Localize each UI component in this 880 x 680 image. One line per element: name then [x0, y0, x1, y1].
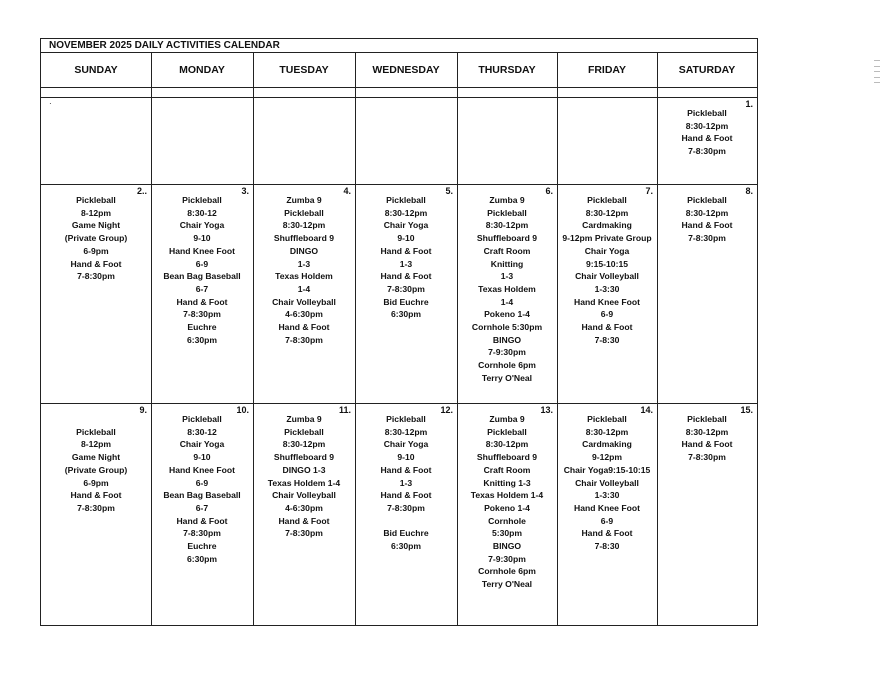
activity-line: (Private Group) — [64, 233, 128, 244]
day-cell — [151, 97, 253, 184]
date-number: 12. — [440, 405, 453, 415]
activity-line: Pickleball — [687, 108, 727, 118]
activity-line: BINGO — [492, 541, 522, 552]
activity-line: Pickleball — [386, 414, 426, 424]
activity-line: Craft Room — [483, 464, 531, 475]
activity-line: BINGO — [492, 334, 522, 345]
activity-line: Euchre — [187, 322, 217, 333]
day-header-saturday: SATURDAY — [678, 64, 736, 76]
activity-line: Shuffleboard 9 — [476, 452, 538, 463]
activity-line: Hand & Foot — [176, 296, 228, 307]
activity-line: 4-6:30pm — [285, 502, 323, 513]
activity-line: Pickleball — [487, 426, 527, 437]
activity-line: Hand & Foot — [681, 133, 733, 144]
activity-line: Bean Bag Baseball — [163, 490, 241, 501]
activity-line: Bid Euchre — [383, 528, 429, 539]
activity-line: Hand & Foot — [581, 322, 633, 333]
activity-line: 7-8:30pm — [688, 233, 726, 244]
stray-dot: · — [49, 99, 52, 108]
activity-list — [253, 413, 355, 540]
activity-line: 6-9pm — [83, 477, 109, 488]
activity-line: 6-9 — [195, 258, 209, 269]
activity-line: Pickleball — [76, 426, 116, 437]
activity-line: 1-3 — [399, 477, 413, 488]
activity-line: Shuffleboard 9 — [476, 233, 538, 244]
day-cell — [41, 403, 151, 627]
activity-line: Hand & Foot — [380, 464, 432, 475]
activity-line: Hand & Foot — [681, 220, 733, 231]
activity-line: (Private Group) — [64, 464, 128, 475]
day-cell — [253, 184, 355, 403]
activity-line: Pickleball — [284, 207, 324, 218]
day-cell — [557, 403, 657, 627]
activity-line: 6:30pm — [186, 553, 218, 564]
activity-line: Pickleball — [182, 414, 222, 424]
activity-list — [457, 413, 557, 591]
activity-line — [41, 413, 151, 426]
activity-line: 7-8:30pm — [77, 271, 115, 282]
activity-line: Chair Volleyball — [575, 477, 639, 488]
activity-line: Pickleball — [687, 414, 727, 424]
activity-line: Pickleball — [487, 207, 527, 218]
activity-line: Chair Yoga — [179, 439, 225, 450]
activity-line: Cardmaking — [582, 439, 632, 450]
activity-line: 6-7 — [195, 283, 209, 294]
activity-line: 8:30-12pm — [384, 426, 428, 437]
activity-line: Chair Yoga — [179, 220, 225, 231]
activity-line: Terry O'Neal — [481, 579, 533, 590]
calendar-sheet — [40, 38, 758, 626]
day-header-monday: MONDAY — [179, 64, 225, 76]
activity-line: Game Night — [71, 452, 121, 463]
activity-line: DINGO — [289, 245, 319, 256]
activity-line: 9:15-10:15 — [585, 258, 629, 269]
activity-line: 7-8:30 — [594, 334, 620, 345]
activity-line: 6-9 — [600, 309, 614, 320]
activity-line: 9-10 — [193, 452, 211, 463]
activity-line: Cornhole 5:30pm — [471, 322, 543, 333]
activity-line: 1-3 — [500, 271, 514, 282]
activity-line: 8:30-12pm — [585, 426, 629, 437]
day-cell — [657, 403, 757, 627]
activity-line: Hand & Foot — [176, 515, 228, 526]
activity-line: Cornhole 6pm — [478, 360, 536, 371]
activity-list — [41, 194, 151, 283]
activity-line: Zumba 9 — [286, 195, 322, 205]
activity-line: 7-8:30pm — [688, 146, 726, 157]
day-cell — [557, 97, 657, 184]
activity-line: 9-10 — [397, 452, 415, 463]
activity-list — [355, 194, 457, 321]
day-cell — [457, 403, 557, 627]
day-cell — [355, 97, 457, 184]
date-number: 14. — [640, 405, 653, 415]
activity-line: 6-9pm — [83, 245, 109, 256]
activity-line: 7-8:30pm — [387, 502, 425, 513]
day-cell — [355, 184, 457, 403]
day-cell — [355, 403, 457, 627]
activity-line: 8:30-12pm — [282, 439, 326, 450]
scan-edge-mark — [874, 77, 880, 78]
activity-line: Hand & Foot — [581, 528, 633, 539]
activity-line: 9-10 — [193, 233, 211, 244]
activity-line: Hand & Foot — [380, 271, 432, 282]
activity-line: 6-9 — [600, 515, 614, 526]
day-cell — [657, 184, 757, 403]
scan-edge-mark — [874, 66, 880, 67]
activity-line: Texas Holdem — [275, 271, 333, 282]
day-cell — [253, 403, 355, 627]
activity-line: 5:30pm — [491, 528, 523, 539]
activity-line: Hand & Foot — [278, 322, 330, 333]
activity-line: 8:30-12pm — [585, 207, 629, 218]
activity-line: 6-9 — [195, 477, 209, 488]
date-number: 5. — [445, 186, 453, 196]
day-header-wednesday: WEDNESDAY — [372, 64, 440, 76]
day-cell — [253, 97, 355, 184]
activity-line: 6:30pm — [390, 541, 422, 552]
day-header-tuesday: TUESDAY — [279, 64, 329, 76]
activity-line: Cornhole 6pm — [478, 566, 536, 577]
activity-line: Zumba 9 — [286, 414, 322, 424]
activity-line: Pickleball — [687, 195, 727, 205]
date-number: 4. — [343, 186, 351, 196]
activity-line: Pokeno 1-4 — [484, 502, 530, 513]
day-cell — [457, 97, 557, 184]
activity-line: Knitting — [490, 258, 524, 269]
activity-line: 7-8:30pm — [285, 528, 323, 539]
activity-line: 1-3:30 — [594, 283, 620, 294]
activity-line: 1-3:30 — [594, 490, 620, 501]
activity-line: Knitting 1-3 — [483, 477, 531, 488]
activity-line: 8:30-12pm — [685, 207, 729, 218]
activity-line: Craft Room — [483, 245, 531, 256]
activity-line: Pickleball — [284, 426, 324, 437]
date-number: 10. — [236, 405, 249, 415]
activity-line: Hand & Foot — [278, 515, 330, 526]
activity-line: 7-8:30pm — [285, 334, 323, 345]
activity-list — [557, 413, 657, 553]
day-header-sunday: SUNDAY — [74, 64, 118, 76]
activity-line: Texas Holdem — [478, 283, 536, 294]
activity-line: Bid Euchre — [383, 296, 429, 307]
calendar-title: NOVEMBER 2025 DAILY ACTIVITIES CALENDAR — [41, 39, 757, 53]
activity-line: 8:30-12pm — [485, 439, 529, 450]
activity-line: Chair Yoga — [584, 245, 630, 256]
activity-line: Cornhole — [488, 515, 526, 526]
activity-line: Hand & Foot — [380, 245, 432, 256]
activity-line: 7-8:30 — [594, 541, 620, 552]
activity-line: 8-12pm — [80, 207, 112, 218]
date-number: 2.. — [136, 186, 147, 196]
activity-list — [355, 413, 457, 553]
activity-line: 8:30-12pm — [384, 207, 428, 218]
activity-line: Chair Volleyball — [272, 490, 336, 501]
day-cell — [151, 184, 253, 403]
date-number: 13. — [540, 405, 553, 415]
activity-line: Zumba 9 — [489, 414, 525, 424]
activity-line: Hand & Foot — [70, 258, 122, 269]
activity-list — [657, 194, 757, 245]
date-number: 9. — [139, 405, 147, 415]
day-cell — [41, 184, 151, 403]
activity-line: 7-8:30pm — [77, 502, 115, 513]
activity-line: Pickleball — [76, 195, 116, 205]
activity-line: Chair Yoga — [383, 439, 429, 450]
activity-line — [355, 515, 457, 528]
activity-line: DINGO 1-3 — [282, 464, 326, 475]
activity-line: 8:30-12pm — [282, 220, 326, 231]
date-number: 7. — [645, 186, 653, 196]
activity-line: 7-9:30pm — [488, 553, 526, 564]
activity-list — [151, 413, 253, 565]
activity-list — [253, 194, 355, 346]
scan-edge-mark — [874, 60, 880, 61]
activity-line: Texas Holdem 1-4 — [470, 490, 544, 501]
activity-line: 4-6:30pm — [285, 309, 323, 320]
activity-line: 8:30-12pm — [685, 120, 729, 131]
activity-line: 6:30pm — [186, 334, 218, 345]
activity-line: 6:30pm — [390, 309, 422, 320]
day-header-thursday: THURSDAY — [478, 64, 536, 76]
activity-line: 9-10 — [397, 233, 415, 244]
activity-line: 1-4 — [500, 296, 514, 307]
activity-line: 8:30-12pm — [485, 220, 529, 231]
activity-list — [557, 194, 657, 346]
scan-edge-mark — [874, 71, 880, 72]
activity-line: 8:30-12pm — [685, 426, 729, 437]
activity-line: 6-7 — [195, 502, 209, 513]
activity-line: Hand Knee Foot — [574, 502, 640, 513]
activity-list — [151, 194, 253, 346]
activity-line: 1-3 — [399, 258, 413, 269]
activity-line: Chair Yoga9:15-10:15 — [563, 464, 651, 475]
activity-line: Chair Yoga — [383, 220, 429, 231]
activity-line: 7-8:30pm — [183, 528, 221, 539]
day-cell — [557, 184, 657, 403]
date-number: 15. — [740, 405, 753, 415]
date-number: 3. — [241, 186, 249, 196]
activity-line: Hand Knee Foot — [169, 464, 235, 475]
activity-line: 9-12pm Private Group — [562, 233, 652, 244]
activity-line: Game Night — [71, 220, 121, 231]
activity-line: 1-4 — [297, 283, 311, 294]
activity-line: Pokeno 1-4 — [484, 309, 530, 320]
date-number: 8. — [745, 186, 753, 196]
activity-line: 7-9:30pm — [488, 347, 526, 358]
activity-line: Pickleball — [182, 195, 222, 205]
day-cell — [41, 97, 151, 184]
activity-line: 1-3 — [297, 258, 311, 269]
activity-line: Hand & Foot — [380, 490, 432, 501]
activity-line: 7-8:30pm — [387, 283, 425, 294]
scan-edge-mark — [874, 82, 880, 83]
activity-line: Hand Knee Foot — [169, 245, 235, 256]
activity-line: Chair Volleyball — [272, 296, 336, 307]
activity-line: 7-8:30pm — [183, 309, 221, 320]
activity-line: 8-12pm — [80, 439, 112, 450]
activity-line: Shuffleboard 9 — [273, 452, 335, 463]
activity-line: Chair Volleyball — [575, 271, 639, 282]
activity-line: Pickleball — [386, 195, 426, 205]
activity-list — [657, 413, 757, 464]
activity-list — [41, 413, 151, 515]
activity-line: Zumba 9 — [489, 195, 525, 205]
date-number: 11. — [338, 405, 351, 415]
activity-line: Texas Holdem 1-4 — [267, 477, 341, 488]
activity-list — [457, 194, 557, 385]
activity-line: 8:30-12 — [187, 207, 217, 218]
activity-line: Pickleball — [587, 195, 627, 205]
day-cell — [457, 184, 557, 403]
activity-line: Hand Knee Foot — [574, 296, 640, 307]
date-number: 6. — [545, 186, 553, 196]
activity-line: Hand & Foot — [70, 490, 122, 501]
activity-line: 9-12pm — [591, 452, 623, 463]
date-number: 1. — [745, 99, 753, 109]
row-divider — [41, 87, 757, 88]
activity-list — [657, 107, 757, 158]
activity-line: Terry O'Neal — [481, 372, 533, 383]
activity-line: 7-8:30pm — [688, 452, 726, 463]
day-cell — [151, 403, 253, 627]
activity-line: Euchre — [187, 541, 217, 552]
activity-line: Hand & Foot — [681, 439, 733, 450]
activity-line: Shuffleboard 9 — [273, 233, 335, 244]
activity-line: Cardmaking — [582, 220, 632, 231]
day-header-friday: FRIDAY — [587, 64, 627, 76]
activity-line: Bean Bag Baseball — [163, 271, 241, 282]
activity-line: Pickleball — [587, 414, 627, 424]
day-cell — [657, 97, 757, 184]
activity-line: 8:30-12 — [187, 426, 217, 437]
